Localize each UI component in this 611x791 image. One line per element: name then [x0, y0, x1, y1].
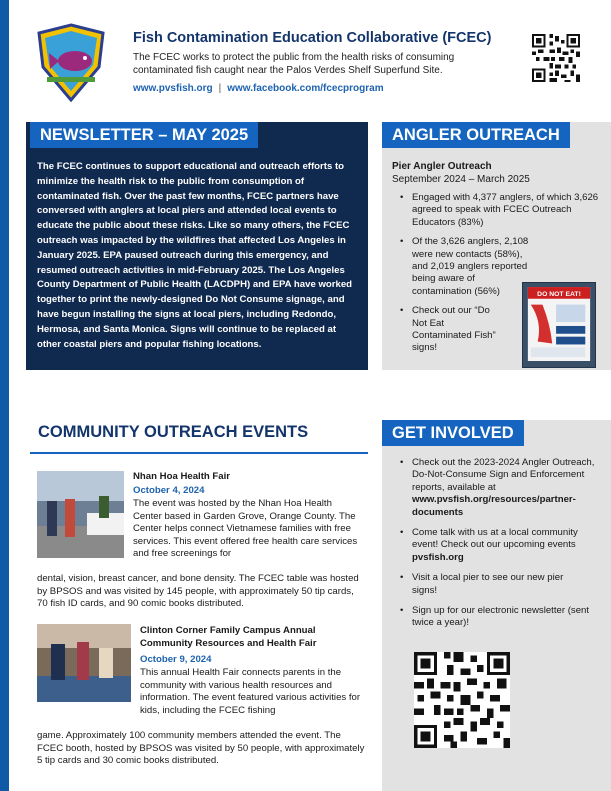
event-description: The event was hosted by the Nhan Hoa Health Center based in Garden Grove, Orange County. The Center helps connect Vietnamese families with free services. This event offered free health care services and free screenings for: [133, 498, 358, 560]
do-not-eat-sign-image: [522, 282, 596, 368]
qr-code-icon: [532, 34, 580, 82]
org-description: The FCEC works to protect the public from the health risks of consuming contaminated fish caught near the Palos Verdes Shelf Superfund Site.: [133, 52, 455, 76]
event-description: This annual Health Fair connects parents in the community with various health resources and information. The event featured various activities for kids, including the FCEC fishing: [140, 667, 361, 716]
fcec-logo: [37, 23, 105, 102]
list-item: • Check out our “Do Not Eat Contaminated Fish” signs!: [398, 305, 608, 355]
community-outreach-heading: COMMUNITY OUTREACH EVENTS: [38, 423, 309, 441]
event-title: Clinton Corner Family Campus Annual Community Resources and Health Fair: [140, 625, 317, 649]
org-title: Fish Contamination Education Collaborative (FCEC): [133, 30, 492, 46]
angler-outreach-subheading: Pier Angler Outreach: [392, 161, 492, 172]
list-item: • Come talk with us at a local community event! Check out our upcoming events pvsfish.org: [398, 527, 603, 564]
events-link[interactable]: pvsfish.org: [412, 551, 464, 563]
list-item: • Visit a local pier to see our new pier signs!: [398, 572, 603, 597]
link-separator: |: [218, 83, 222, 94]
nhan-hoa-event-photo: [37, 471, 124, 558]
heading-divider: [30, 452, 368, 454]
sign-title: DO NOT EAT!: [537, 290, 581, 298]
event-date: October 4, 2024: [133, 485, 205, 496]
list-item: • Engaged with 4,377 anglers, of which 3,626 agreed to speak with FCEC Outreach Educators (83%): [398, 192, 608, 229]
event-title: Nhan Hoa Health Fair: [133, 471, 231, 482]
list-item: • Of the 3,626 anglers, 2,108 were new contacts (58%), and 2,019 anglers reported being aware of contamination (56%): [398, 236, 608, 298]
event-description-continued: game. Approximately 100 community members attended the event. The FCEC booth, hosted by BPSOS was visited by 50 people, with approximately 5 tip cards and 30 comic books distributed.: [37, 730, 365, 767]
event-date: October 9, 2024: [140, 654, 212, 665]
list-item: • Check out the 2023-2024 Angler Outreach, Do-Not-Consume Sign and Enforcement reports, available at www.pvsfish.org/resources/partner-documents: [398, 457, 603, 519]
partner-documents-link[interactable]: www.pvsfish.org/resources/partner-documents: [412, 494, 576, 518]
angler-outreach-heading: ANGLER OUTREACH: [382, 122, 570, 148]
newsletter-body: The FCEC continues to support educational and outreach efforts to minimize the health risk to the public from consumption of contaminated fish. Over the past few months, FCEC partners have conversed with anglers at local piers and attended local events to educate the public about these risks. Like so many others, the FCEC outreach was impacted by the wildfires that affected Los Angeles in January 2025. EPA paused outreach during this emergency, and resumed outreach activities in mid-February 2025. The Los Angeles County Department of Public Health (LACDPH) and EPA have worked together to print the newly-designed Do Not Consume signage, and have begun installing the signs at local piers, including Redondo, Hermosa, and Santa Monica. Signs will continue to be replaced at other coastal piers and popular fishing locations.: [37, 161, 353, 350]
newsletter-heading: NEWSLETTER – MAY 2025: [30, 122, 258, 148]
get-involved-heading: GET INVOLVED: [382, 420, 524, 446]
list-item: • Sign up for our electronic newsletter (sent twice a year)!: [398, 605, 603, 630]
header-links: [133, 83, 384, 94]
get-involved-list: [398, 457, 603, 638]
event-description-continued: dental, vision, breast cancer, and bone density. The FCEC table was hosted by BPSOS and was visited by 145 people, with approximately 50 tip cards, 70 fish ID cards, and 90 comic books distributed.: [37, 573, 359, 610]
left-accent-stripe: [0, 0, 9, 791]
clinton-corner-event-photo: [37, 624, 131, 702]
facebook-link[interactable]: www.facebook.com/fcecprogram: [227, 83, 384, 94]
newsletter-qr-code-icon[interactable]: [414, 652, 510, 748]
angler-outreach-date-range: September 2024 – March 2025: [392, 174, 530, 185]
website-link[interactable]: www.pvsfish.org: [133, 83, 213, 94]
